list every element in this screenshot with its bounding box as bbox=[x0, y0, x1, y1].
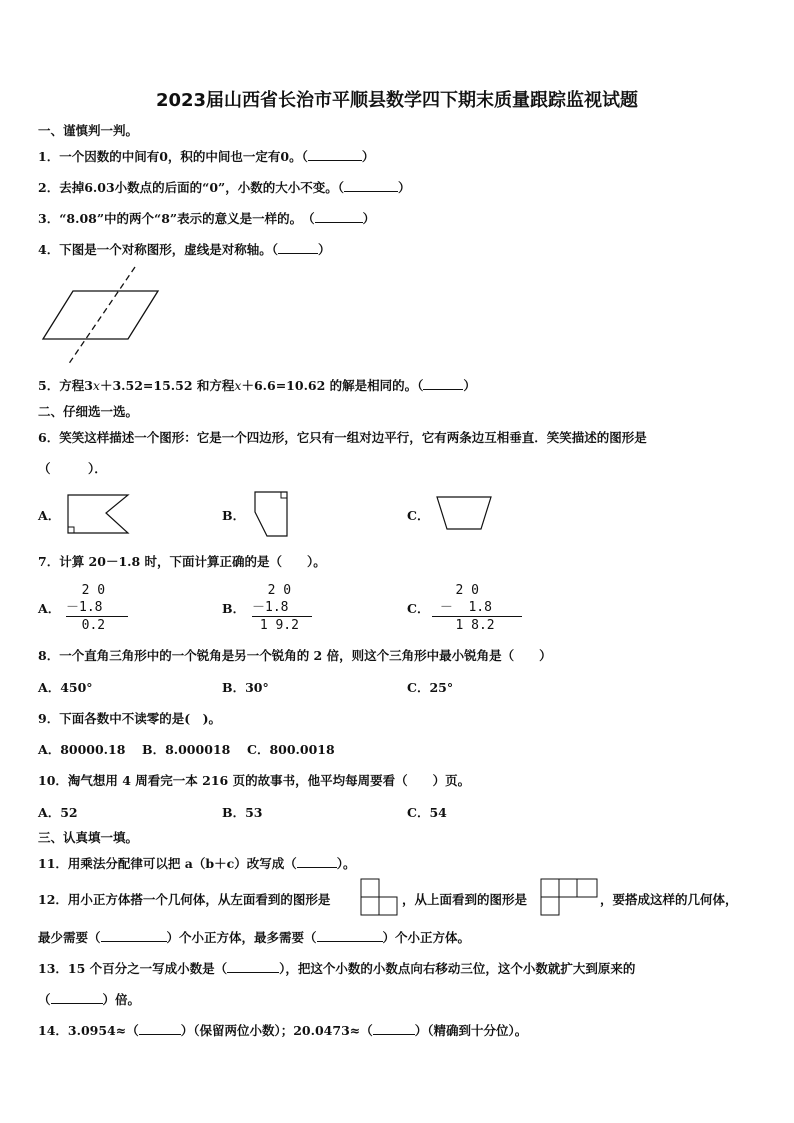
question-text: 笑笑这样描述一个图形：它是一个四边形，它只有一组对边平行，它有两条边互相垂直．笑笑描述的图形是 bbox=[59, 430, 647, 445]
question-number: 5． bbox=[38, 378, 60, 393]
shape-option-b bbox=[253, 490, 293, 538]
question-8 bbox=[38, 646, 552, 664]
section-heading-2: 二、仔细选一选。 bbox=[38, 404, 139, 419]
shape-option-a bbox=[66, 493, 130, 535]
option-c-label[interactable]: C． bbox=[407, 508, 430, 523]
option-a-label[interactable]: A． bbox=[38, 508, 61, 523]
parallelogram-figure bbox=[40, 265, 165, 370]
question-number: 3． bbox=[38, 211, 60, 226]
option-b[interactable]: B．53 bbox=[222, 805, 263, 820]
option-b[interactable]: B．30° bbox=[222, 680, 269, 695]
question-number: 9． bbox=[38, 711, 60, 726]
question-number: 12． bbox=[38, 892, 68, 907]
question-text: 一个直角三角形中的一个锐角是另一个锐角的 2 倍，则这个三角形中最小锐角是（ ） bbox=[59, 648, 552, 663]
question-text: “8.08”中的两个“8”表示的意义是一样的。 （ bbox=[59, 211, 315, 226]
answer-blank[interactable] bbox=[278, 243, 318, 254]
question-text: 计算 20－1.8 时，下面计算正确的是（ ）。 bbox=[59, 554, 326, 569]
page-title: 2023届山西省长治市平顺县数学四下期末质量跟踪监视试题 bbox=[155, 90, 639, 111]
answer-blank[interactable] bbox=[227, 962, 279, 973]
option-a-label[interactable]: A． bbox=[38, 601, 61, 616]
answer-blank-max[interactable] bbox=[317, 931, 383, 942]
question-11: 11．用乘法分配律可以把 a（b＋c）改写成（ ）。 bbox=[38, 856, 356, 871]
question-6 bbox=[38, 428, 647, 446]
question-5: 5．方程3x＋3.52=15.52 和方程x＋6.6=10.62 的解是相同的。（ ） bbox=[38, 378, 476, 393]
option-a[interactable]: A．450° bbox=[38, 680, 93, 695]
question-number: 2． bbox=[38, 180, 60, 195]
question-6-line2: （ ）． bbox=[38, 461, 107, 476]
question-number: 10． bbox=[38, 773, 68, 788]
answer-blank[interactable] bbox=[344, 181, 398, 192]
question-text: 下图是一个对称图形，虚线是对称轴。（ bbox=[59, 242, 278, 257]
question-text: 用乘法分配律可以把 a（b＋c）改写成（ bbox=[67, 856, 297, 871]
question-number: 8． bbox=[38, 648, 60, 663]
question-number: 14． bbox=[38, 1023, 68, 1038]
vertical-calc-b: 2 0 －1.8 1 9.2 bbox=[252, 582, 312, 634]
left-view-figure bbox=[360, 878, 402, 916]
question-12-line2: 最少需要（ ）个小正方体，最多需要（ ）个小正方体。 bbox=[38, 930, 471, 945]
question-13: 13．15 个百分之一写成小数是（ ），把这个小数的小数点向右移动三位，这个小数就扩大到原来的 bbox=[38, 961, 636, 976]
option-c[interactable]: C．54 bbox=[407, 805, 447, 820]
option-c-label[interactable]: C． bbox=[407, 601, 430, 616]
answer-blank[interactable] bbox=[315, 212, 363, 223]
answer-blank[interactable] bbox=[139, 1024, 181, 1035]
question-3: 3．“8.08”中的两个“8”表示的意义是一样的。 （ ） bbox=[38, 211, 376, 226]
question-number: 1． bbox=[38, 149, 60, 164]
question-text: 淘气想用 4 周看完一本 216 页的故事书，他平均每周要看（ ）页。 bbox=[67, 773, 471, 788]
question-number: 4． bbox=[38, 242, 60, 257]
option-a[interactable]: A．80000.18 bbox=[38, 742, 126, 757]
shape-option-c bbox=[435, 495, 493, 533]
option-c[interactable]: C．800.0018 bbox=[247, 742, 335, 757]
question-13-line2: （ ）倍。 bbox=[38, 992, 141, 1007]
answer-blank[interactable] bbox=[297, 857, 337, 868]
question-14: 14．3.0954≈（ ）（保留两位小数）；20.0473≈（ ）（精确到十分位）。 bbox=[38, 1023, 528, 1038]
question-10 bbox=[38, 771, 470, 789]
vertical-calc-a: 2 0 －1.8 0.2 bbox=[66, 582, 128, 634]
answer-blank[interactable] bbox=[423, 379, 463, 390]
question-4: 4．下图是一个对称图形，虚线是对称轴。（ ） bbox=[38, 242, 331, 257]
answer-blank[interactable] bbox=[373, 1024, 415, 1035]
option-a[interactable]: A．52 bbox=[38, 805, 78, 820]
answer-blank[interactable] bbox=[308, 150, 362, 161]
option-b[interactable]: B．8.000018 bbox=[142, 742, 231, 757]
answer-blank[interactable] bbox=[51, 993, 103, 1004]
question-text: 下面各数中不读零的是( )。 bbox=[59, 711, 222, 726]
vertical-calc-c: 2 0 － 1.8 1 8.2 bbox=[432, 582, 522, 634]
option-c[interactable]: C．25° bbox=[407, 680, 454, 695]
answer-blank-min[interactable] bbox=[101, 931, 167, 942]
question-2: 2．去掉6.03小数点的后面的“0”，小数的大小不变。（ ） bbox=[38, 180, 411, 195]
question-number: 11． bbox=[38, 856, 68, 871]
section-heading-1: 一、谨慎判一判。 bbox=[38, 123, 139, 138]
question-number: 6． bbox=[38, 430, 60, 445]
top-view-figure bbox=[540, 878, 602, 916]
section-heading-3: 三、认真填一填。 bbox=[38, 830, 139, 845]
question-7 bbox=[38, 552, 326, 570]
option-b-label[interactable]: B． bbox=[222, 508, 246, 523]
question-number: 7． bbox=[38, 554, 60, 569]
option-b-label[interactable]: B． bbox=[222, 601, 246, 616]
question-text: 一个因数的中间有0，积的中间也一定有0。（ bbox=[59, 149, 308, 164]
question-text: 去掉6.03小数点的后面的“0”，小数的大小不变。（ bbox=[59, 180, 344, 195]
question-1: 1．一个因数的中间有0，积的中间也一定有0。（ ） bbox=[38, 149, 375, 164]
question-12: 12．用小正方体搭一个几何体，从左面看到的图形是 bbox=[38, 892, 331, 907]
question-9 bbox=[38, 709, 221, 727]
question-number: 13． bbox=[38, 961, 68, 976]
